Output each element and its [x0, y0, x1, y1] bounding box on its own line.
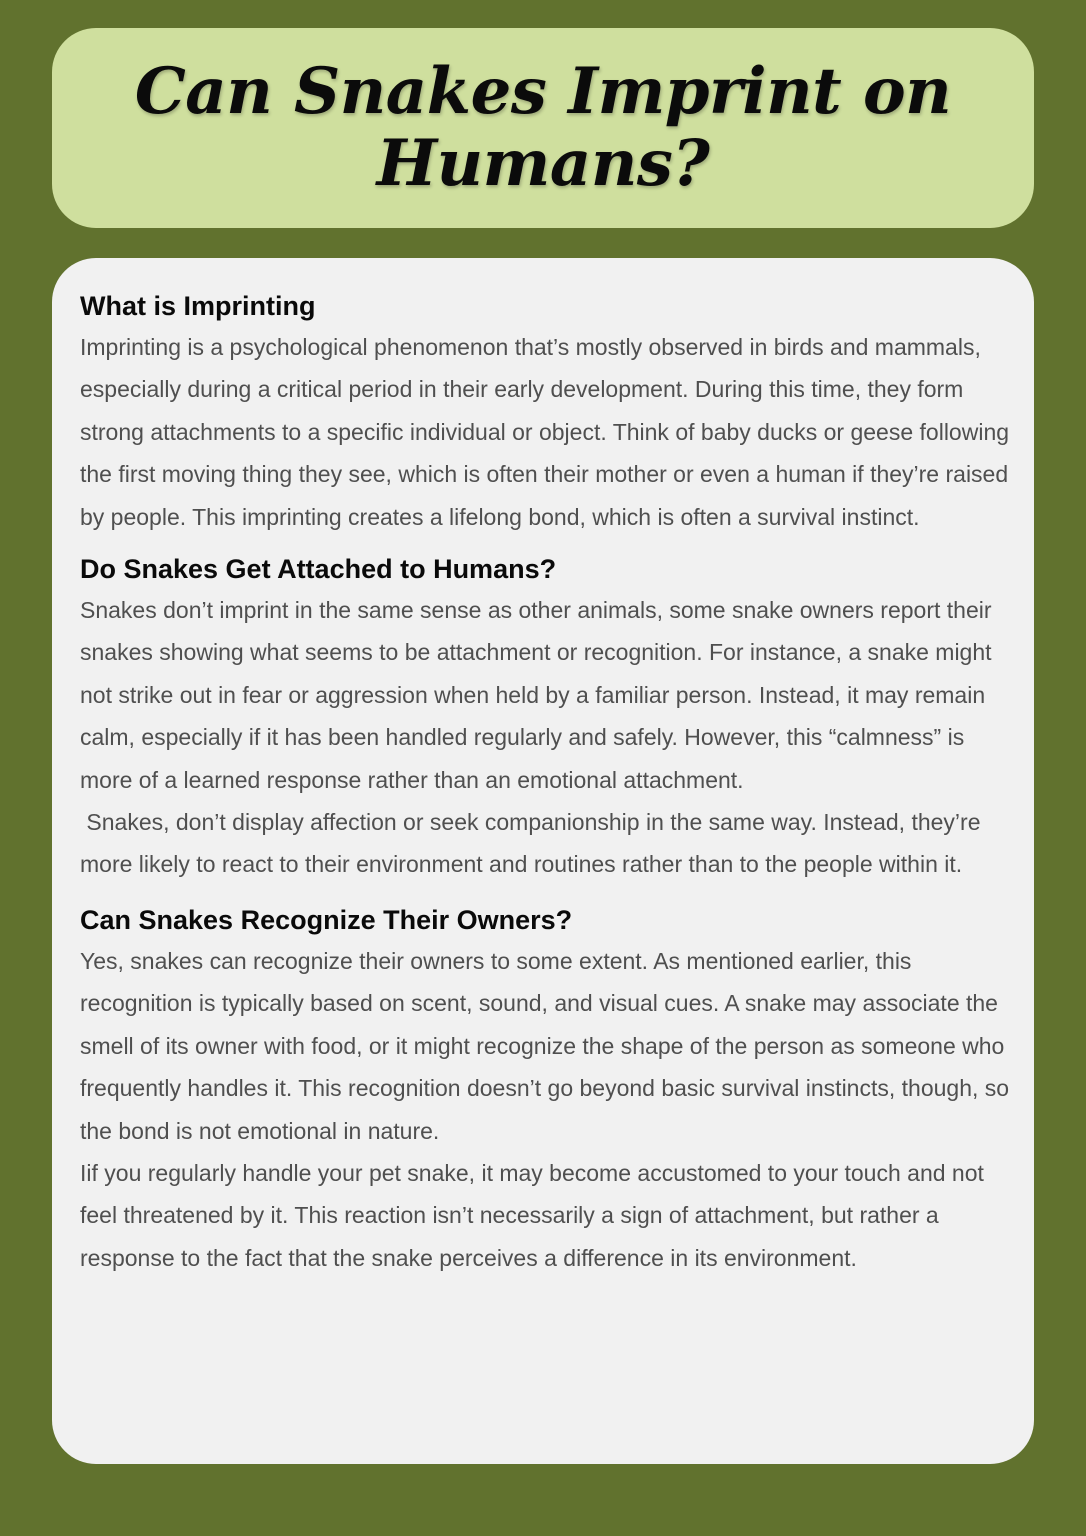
page-title: Can Snakes Imprint on Humans?	[134, 54, 952, 201]
section-can-snakes-recognize-owners	[80, 900, 1012, 1279]
section-heading: What is Imprinting	[80, 291, 316, 321]
section-what-is-imprinting	[80, 286, 1012, 538]
section-paragraph: Snakes don’t imprint in the same sense as other animals, some snake owners report their snakes showing what seems to be attachment or recognition. For instance, a snake might not strike out in fear or aggression when held by a familiar person. Instead, it may remain calm, especially if it has been handled regularly and safely. However, this “calmness” is more of a learned response rather than an emotional attachment.	[80, 597, 992, 793]
section-do-snakes-get-attached	[80, 549, 1012, 886]
title-banner	[52, 28, 1034, 228]
section-paragraph: Iif you regularly handle your pet snake, it may become accustomed to your touch and not feel threatened by it. This reaction isn’t necessarily a sign of attachment, but rather a response to the fact that the snake perceives a difference in its environment.	[80, 1159, 984, 1271]
article-card	[52, 258, 1034, 1464]
section-paragraph: Imprinting is a psychological phenomenon that’s mostly observed in birds and mammals, especially during a critical period in their early development. During this time, they form strong attachments to a specific individual or object. Think of baby ducks or geese following the first moving thing they see, which is often their mother or even a human if they’re raised by people. This imprinting creates a lifelong bond, which is often a survival instinct.	[80, 334, 1010, 530]
section-paragraph: Snakes, don’t display affection or seek companionship in the same way. Instead, they’re more likely to react to their environment and routines rather than to the people within it.	[80, 809, 987, 878]
section-heading: Do Snakes Get Attached to Humans?	[80, 554, 557, 585]
section-heading: Can Snakes Recognize Their Owners?	[80, 904, 573, 935]
section-paragraph: Yes, snakes can recognize their owners to some extent. As mentioned earlier, this recognition is typically based on scent, sound, and visual cues. A snake may associate the smell of its owner with food, or it might recognize the shape of the person as someone who frequently handles it. This recognition doesn’t go beyond basic survival instincts, though, so the bond is not emotional in nature.	[80, 947, 1010, 1144]
